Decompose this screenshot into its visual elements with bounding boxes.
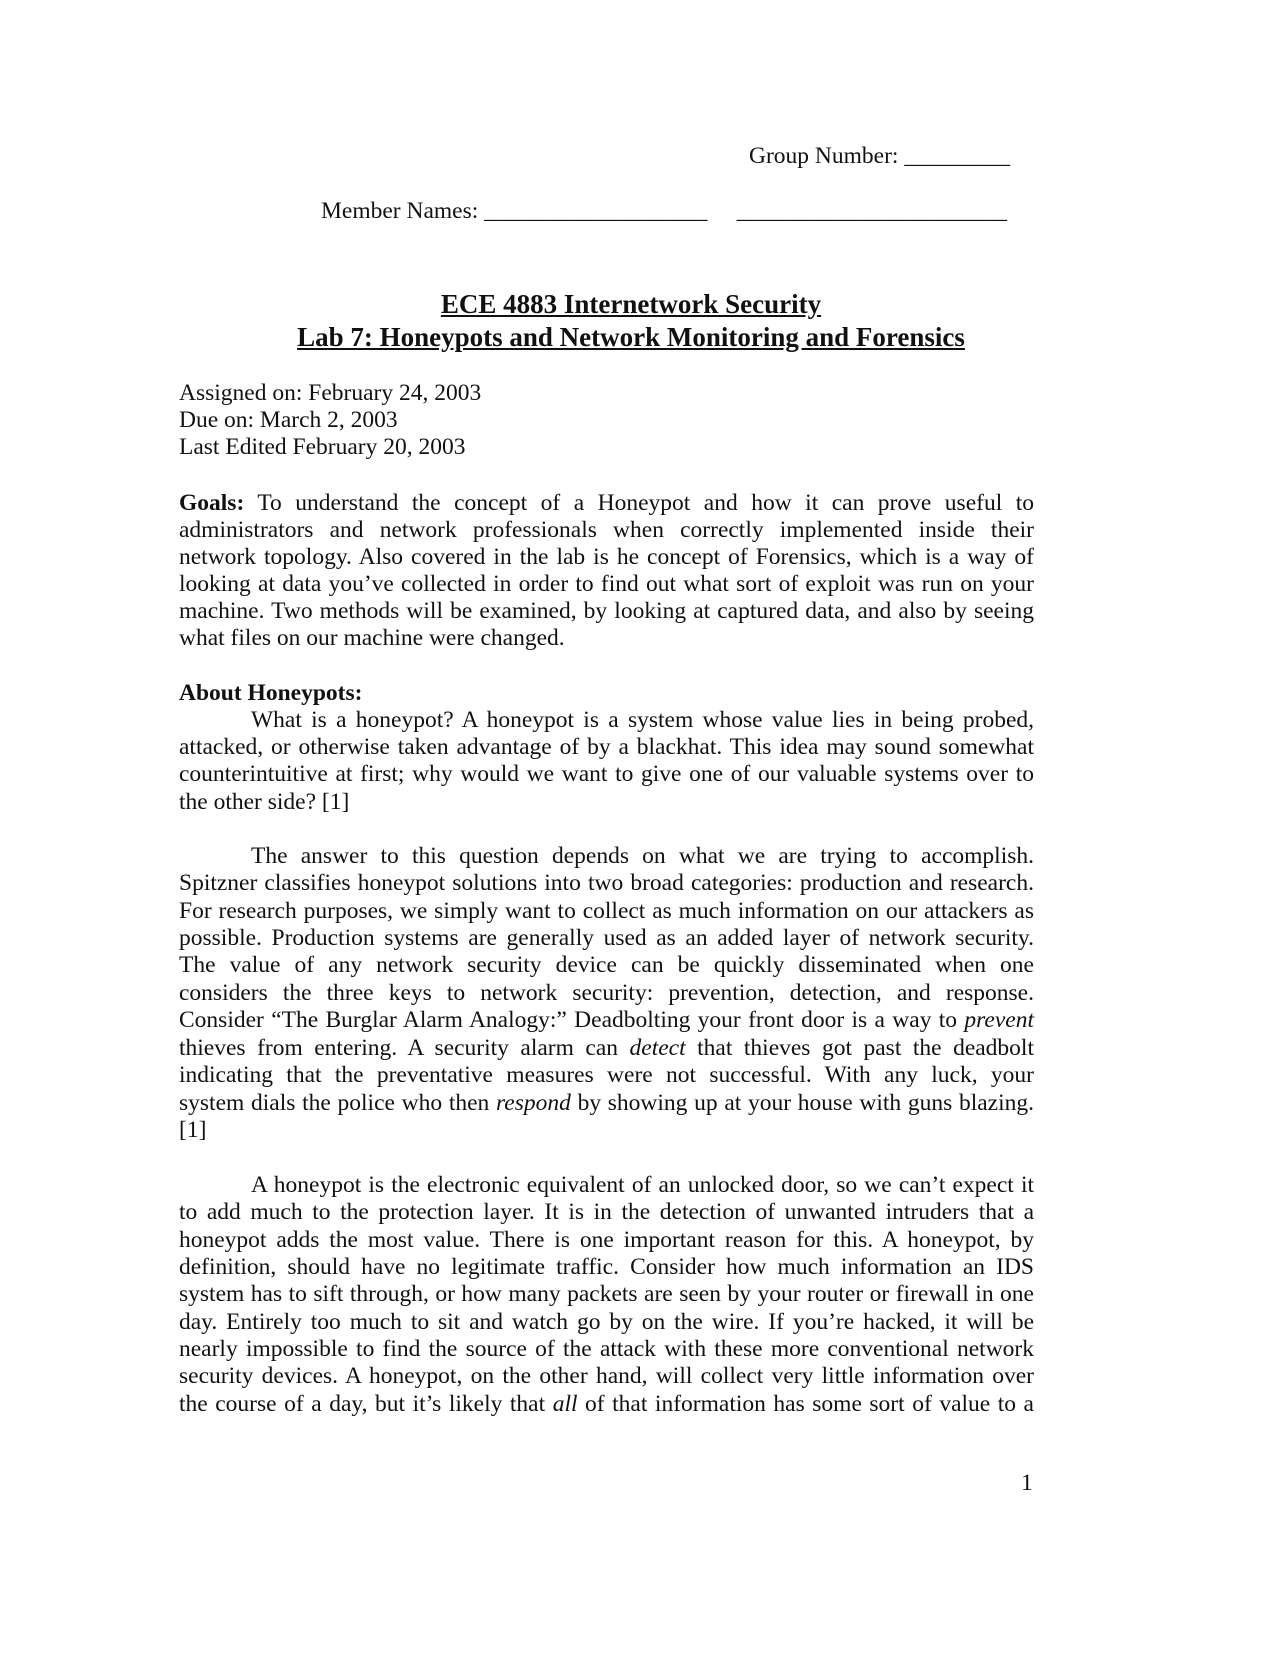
text-line: nearly impossible to find the source of the attack with these more conventional network [179,1336,1034,1362]
due-date: Due on: March 2, 2003 [179,407,398,433]
group-number-field: Group Number: _________ [749,143,1011,169]
goals-label: Goals: [179,490,245,516]
text-line: machine. Two methods will be examined, by looking at captured data, and also by seeing [179,598,1034,624]
text-line: For research purposes, we simply want to collect as much information on our attackers as [179,898,1034,924]
member-names-field: Member Names: ___________________ _______________________ [321,198,1008,224]
text-line: Consider “The Burglar Alarm Analogy:” Deadbolting your front door is a way to prevent [179,1007,1034,1033]
text-line: the other side? [1] [179,789,350,815]
text-line: security devices. A honeypot, on the other hand, will collect very little information over [179,1363,1034,1389]
page-number: 1 [1021,1470,1033,1496]
text-line: network topology. Also covered in the lab is he concept of Forensics, which is a way of [179,544,1034,570]
text-line: What is a honeypot? A honeypot is a system whose value lies in being probed, [251,707,1034,733]
text-line: what files on our machine were changed. [179,625,565,651]
text-line: considers the three keys to network security: prevention, detection, and response. [179,980,1034,1006]
text-line: To understand the concept of a Honeypot and how it can prove useful to [244,490,1034,516]
title-lab: Lab 7: Honeypots and Network Monitoring and Forensics [297,322,965,352]
text-line: definition, should have no legitimate traffic. Consider how much information an IDS [179,1254,1034,1280]
assigned-date: Assigned on: February 24, 2003 [179,380,482,406]
text-line: attacked, or otherwise taken advantage of by a blackhat. This idea may sound somewhat [179,734,1034,760]
title-course: ECE 4883 Internetwork Security [440,289,822,319]
text-line: possible. Production systems are generally used as an added layer of network security. [179,925,1034,951]
text-line: thieves from entering. A security alarm can detect that thieves got past the deadbolt [179,1035,1034,1061]
text-line: the course of a day, but it’s likely that all of that information has some sort of value to a [179,1391,1034,1417]
text-line: administrators and network professionals when correctly implemented inside their [179,517,1034,543]
text-line: honeypot adds the most value. There is one important reason for this. A honeypot, by [179,1227,1034,1253]
text-line: system dials the police who then respond by showing up at your house with guns blazing. [179,1090,1034,1116]
text-line: system has to sift through, or how many packets are seen by your router or firewall in one [179,1281,1034,1307]
text-line: day. Entirely too much to sit and watch go by on the wire. If you’re hacked, it will be [179,1309,1034,1335]
text-line: A honeypot is the electronic equivalent of an unlocked door, so we can’t expect it [251,1172,1034,1198]
text-line: looking at data you’ve collected in order to find out what sort of exploit was run on your [179,571,1034,597]
about-honeypots-heading: About Honeypots: [179,680,363,706]
text-line: to add much to the protection layer. It is in the detection of unwanted intruders that a [179,1199,1034,1225]
text-line: Spitzner classifies honeypot solutions into two broad categories: production and research. [179,870,1034,896]
text-line: [1] [179,1117,207,1143]
text-line: counterintuitive at first; why would we want to give one of our valuable systems over to [179,761,1034,787]
text-line: The value of any network security device can be quickly disseminated when one [179,952,1034,978]
last-edited-date: Last Edited February 20, 2003 [179,434,466,460]
text-line: indicating that the preventative measures were not successful. With any luck, your [179,1062,1034,1088]
text-line: The answer to this question depends on what we are trying to accomplish. [251,843,1034,869]
